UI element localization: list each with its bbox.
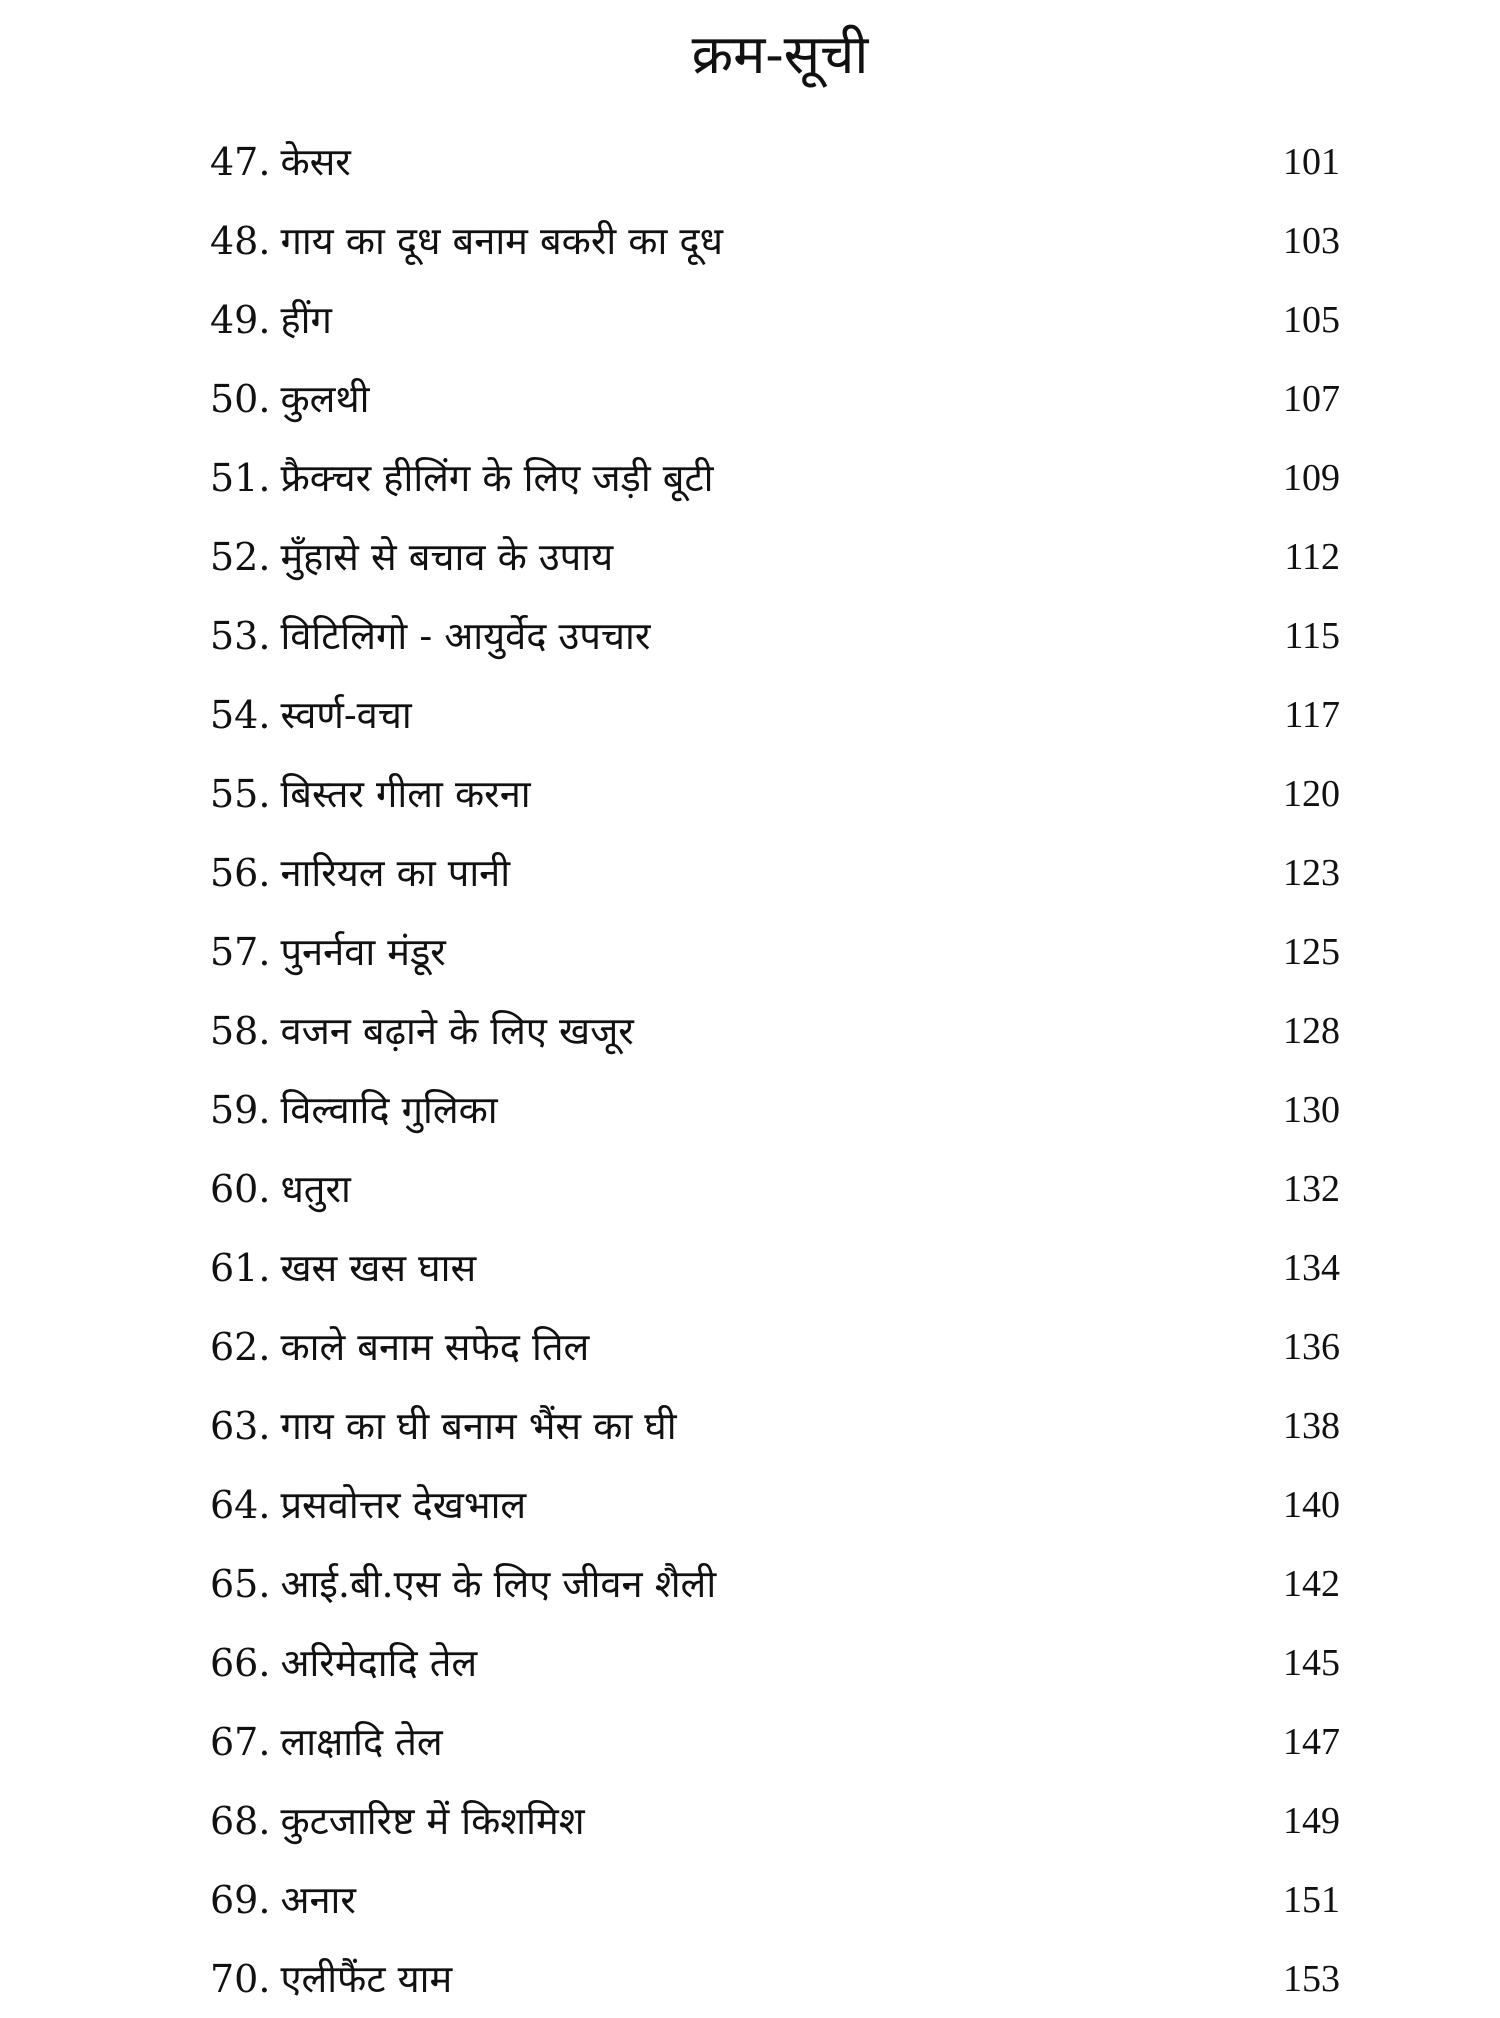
- toc-entry-page-number: 123: [1283, 851, 1340, 894]
- toc-entry: [210, 438, 1340, 517]
- toc-entry-number: 63.: [210, 1403, 271, 1448]
- toc-entry-label: आई.बी.एस के लिए जीवन शैली: [280, 1561, 717, 1606]
- toc-entry-title: [210, 1559, 716, 1609]
- toc-entry-page-number: 105: [1283, 298, 1340, 341]
- toc-entry-page-number: 153: [1283, 1957, 1340, 2000]
- toc-entry-label: गाय का दूध बनाम बकरी का दूध: [280, 218, 723, 263]
- toc-entry-number: 62.: [210, 1324, 271, 1369]
- toc-entry-title: [210, 1638, 477, 1688]
- toc-entry-title: [210, 216, 723, 266]
- toc-entry-title: [210, 1085, 498, 1135]
- toc-entry-number: 53.: [210, 613, 271, 658]
- toc-entry-page-number: 117: [1284, 693, 1340, 736]
- toc-entry-page-number: 142: [1283, 1562, 1340, 1605]
- toc-entry: [210, 280, 1340, 359]
- toc-entry-number: 70.: [210, 1956, 271, 2001]
- toc-entry-title: [210, 611, 650, 661]
- toc-entry: [210, 201, 1340, 280]
- toc-entry: [210, 1465, 1340, 1544]
- toc-entry-page-number: 101: [1283, 140, 1340, 183]
- toc-entry-page-number: 125: [1283, 930, 1340, 973]
- toc-entry: [210, 754, 1340, 833]
- toc-entry-title: [210, 1164, 351, 1214]
- toc-entry-number: 54.: [210, 692, 271, 737]
- toc-entry-label: गाय का घी बनाम भैंस का घी: [280, 1403, 677, 1448]
- toc-entry-label: कुटजारिष्ट में किशमिश: [280, 1798, 585, 1843]
- toc-entry-number: 51.: [210, 455, 271, 500]
- toc-entry-page-number: 145: [1283, 1641, 1340, 1684]
- toc-entry-number: 52.: [210, 534, 271, 579]
- toc-entry: [210, 1623, 1340, 1702]
- toc-entry-title: [210, 1322, 589, 1372]
- toc-entry-label: नारियल का पानी: [280, 850, 511, 895]
- toc-entry-page-number: 115: [1284, 614, 1340, 657]
- toc-entry-page-number: 140: [1283, 1483, 1340, 1526]
- toc-entry: [210, 359, 1340, 438]
- toc-entry-page-number: 134: [1283, 1246, 1340, 1289]
- toc-entry-page-number: 147: [1283, 1720, 1340, 1763]
- toc-entry-label: हींग: [280, 297, 332, 342]
- toc-entry-number: 56.: [210, 850, 271, 895]
- toc-entry-title: [210, 532, 613, 582]
- toc-entry-page-number: 138: [1283, 1404, 1340, 1447]
- toc-entry: [210, 1070, 1340, 1149]
- toc-entry-number: 68.: [210, 1798, 271, 1843]
- toc-entry-number: 59.: [210, 1087, 271, 1132]
- toc-entry-title: [210, 1875, 356, 1925]
- toc-entry-title: [210, 453, 714, 503]
- toc-entry-page-number: 149: [1283, 1799, 1340, 1842]
- toc-entry-title: [210, 1243, 476, 1293]
- toc-entry-number: 57.: [210, 929, 271, 974]
- toc-entry-label: अरिमेदादि तेल: [280, 1640, 478, 1685]
- toc-entry-number: 67.: [210, 1719, 271, 1764]
- toc-entry-page-number: 109: [1283, 456, 1340, 499]
- toc-entry: [210, 1228, 1340, 1307]
- table-of-contents: [210, 122, 1340, 2018]
- toc-entry: [210, 1781, 1340, 1860]
- toc-entry-label: मुँहासे से बचाव के उपाय: [280, 534, 614, 579]
- toc-entry-number: 48.: [210, 218, 271, 263]
- toc-entry-label: एलीफैंट याम: [280, 1956, 453, 2001]
- toc-entry-title: [210, 295, 332, 345]
- toc-entry-number: 47.: [210, 139, 271, 184]
- toc-entry-page-number: 112: [1284, 535, 1340, 578]
- toc-entry-label: धतुरा: [280, 1166, 351, 1211]
- toc-entry-page-number: 151: [1283, 1878, 1340, 1921]
- toc-entry-page-number: 120: [1283, 772, 1340, 815]
- toc-entry-label: केसर: [280, 139, 351, 184]
- toc-entry: [210, 991, 1340, 1070]
- toc-entry-title: [210, 137, 351, 187]
- toc-entry: [210, 1149, 1340, 1228]
- toc-entry-label: खस खस घास: [280, 1245, 477, 1290]
- toc-entry-label: वजन बढ़ाने के लिए खजूर: [280, 1008, 634, 1053]
- toc-entry-title: [210, 1717, 443, 1767]
- toc-entry: [210, 1702, 1340, 1781]
- toc-entry-title: [210, 1401, 677, 1451]
- toc-entry-number: 69.: [210, 1877, 271, 1922]
- toc-entry-title: [210, 1480, 526, 1530]
- toc-entry: [210, 596, 1340, 675]
- toc-entry-label: बिस्तर गीला करना: [280, 771, 531, 816]
- toc-entry-number: 55.: [210, 771, 271, 816]
- toc-entry-title: [210, 848, 510, 898]
- toc-entry: [210, 1939, 1340, 2018]
- toc-entry-page-number: 130: [1283, 1088, 1340, 1131]
- toc-entry-label: लाक्षादि तेल: [280, 1719, 443, 1764]
- toc-entry-number: 49.: [210, 297, 271, 342]
- toc-entry-label: कुलथी: [280, 376, 370, 421]
- toc-entry: [210, 122, 1340, 201]
- toc-entry: [210, 1307, 1340, 1386]
- toc-entry-title: [210, 1006, 634, 1056]
- toc-entry: [210, 675, 1340, 754]
- toc-entry-label: फ्रैक्चर हीलिंग के लिए जड़ी बूटी: [280, 455, 714, 500]
- toc-entry-page-number: 132: [1283, 1167, 1340, 1210]
- toc-entry-number: 50.: [210, 376, 271, 421]
- toc-entry-label: स्वर्ण-वचा: [280, 692, 412, 737]
- toc-entry-title: [210, 1954, 452, 2004]
- toc-entry-label: प्रसवोत्तर देखभाल: [280, 1482, 527, 1527]
- toc-entry-number: 58.: [210, 1008, 271, 1053]
- toc-entry: [210, 912, 1340, 991]
- toc-entry-number: 64.: [210, 1482, 271, 1527]
- toc-entry-page-number: 103: [1283, 219, 1340, 262]
- toc-entry-label: विटिलिगो - आयुर्वेद उपचार: [280, 613, 651, 658]
- toc-entry: [210, 517, 1340, 596]
- toc-entry-title: [210, 769, 531, 819]
- toc-entry-page-number: 128: [1283, 1009, 1340, 1052]
- toc-entry-number: 65.: [210, 1561, 271, 1606]
- toc-entry-title: [210, 1796, 585, 1846]
- toc-entry-number: 66.: [210, 1640, 271, 1685]
- toc-entry-label: अनार: [280, 1877, 356, 1922]
- toc-entry-number: 60.: [210, 1166, 271, 1211]
- toc-entry-number: 61.: [210, 1245, 271, 1290]
- toc-entry-page-number: 107: [1283, 377, 1340, 420]
- toc-entry-title: [210, 927, 446, 977]
- toc-entry-page-number: 136: [1283, 1325, 1340, 1368]
- toc-entry-title: [210, 374, 370, 424]
- toc-entry-title: [210, 690, 412, 740]
- toc-entry: [210, 1544, 1340, 1623]
- toc-entry: [210, 1386, 1340, 1465]
- toc-entry: [210, 833, 1340, 912]
- toc-entry: [210, 1860, 1340, 1939]
- toc-entry-label: काले बनाम सफेद तिल: [280, 1324, 590, 1369]
- toc-entry-label: विल्वादि गुलिका: [280, 1087, 498, 1132]
- page-title: क्रम-सूची: [691, 23, 869, 86]
- toc-entry-label: पुनर्नवा मंडूर: [280, 929, 446, 974]
